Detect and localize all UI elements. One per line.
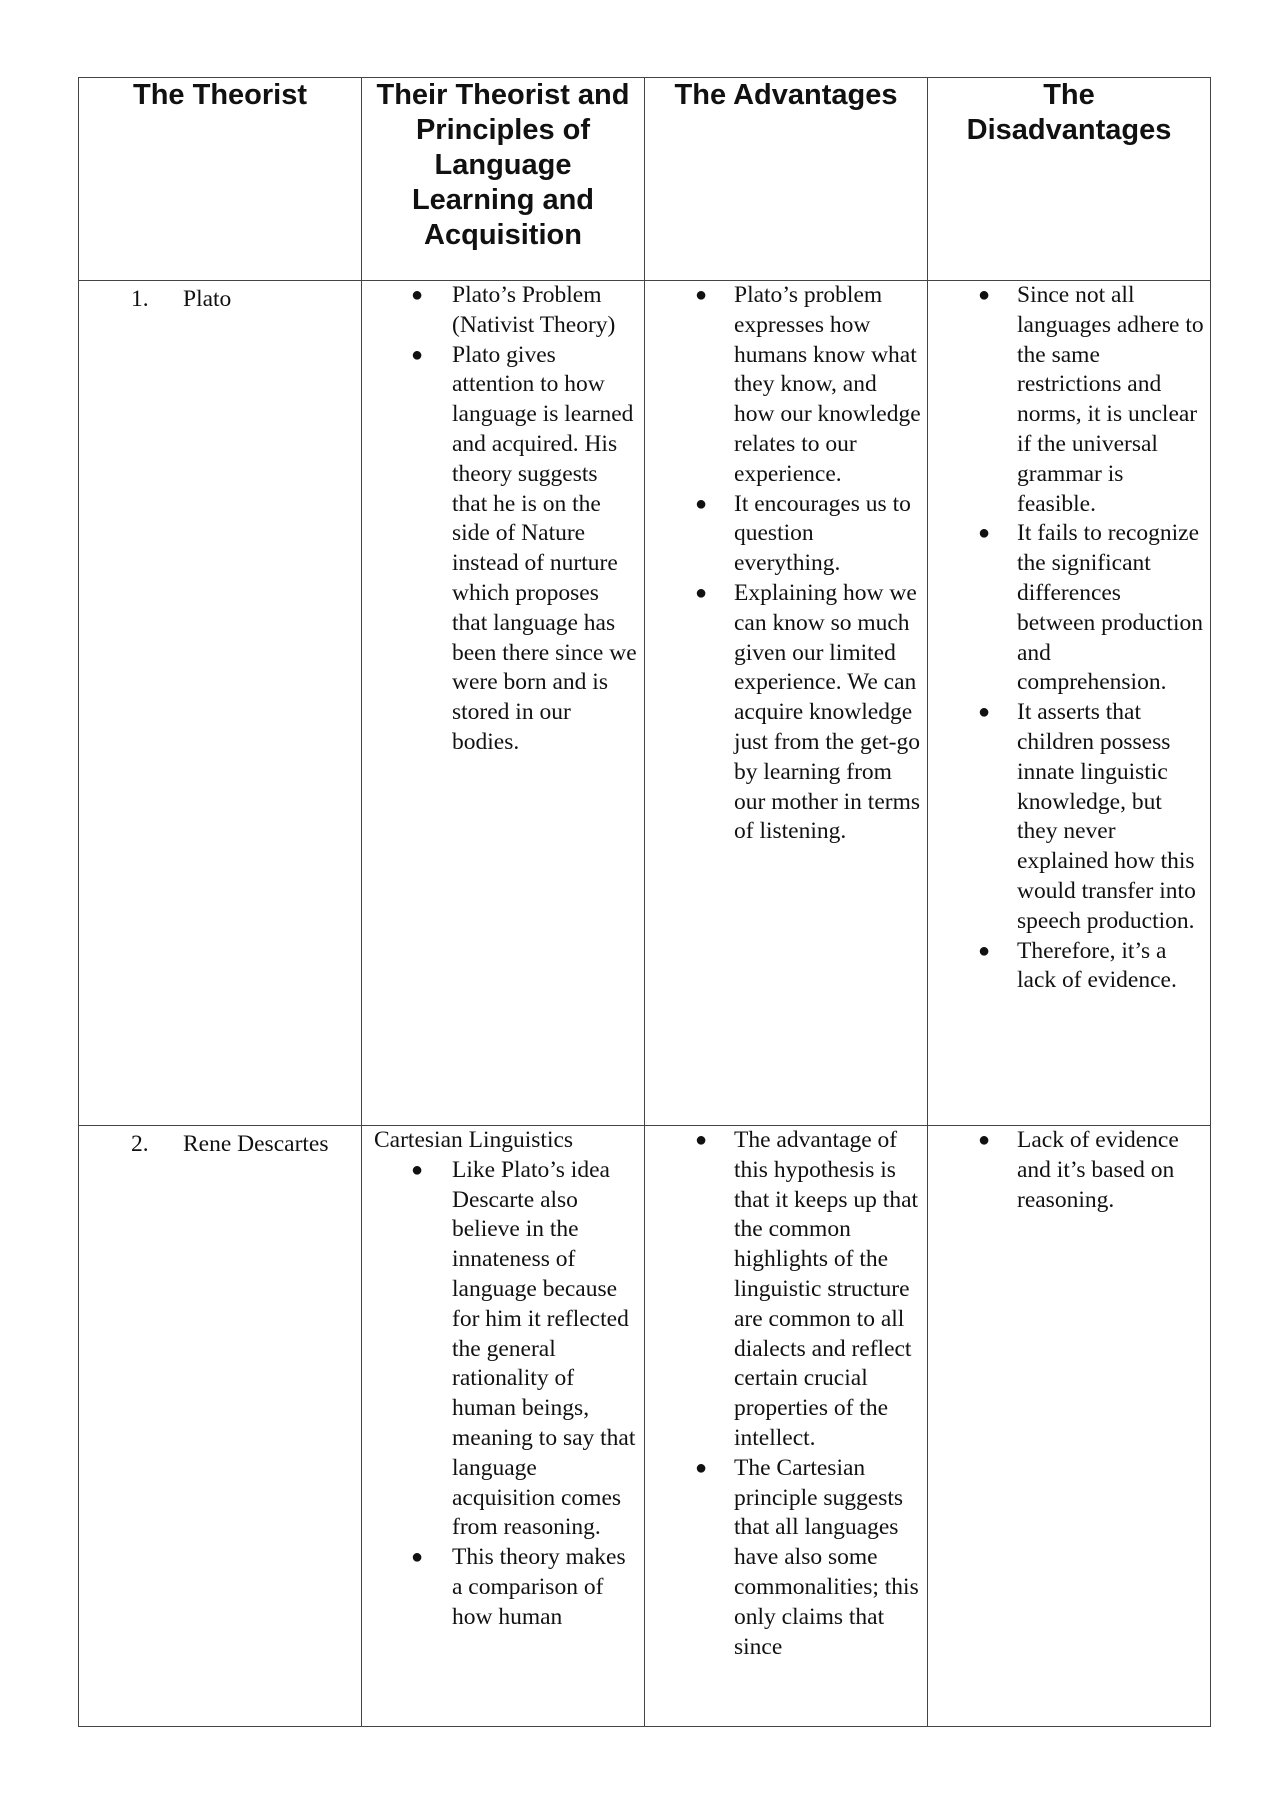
list-item: ● Like Plato’s idea Descarte also believe in the innateness of language because for him it reflected the general rationality of human beings, meaning to say that language acquisition comes from reasoning. [411,1156,636,1541]
bullet-icon: ● [695,1456,708,1479]
advantages-cell [645,281,928,1126]
theorist-cell [79,1126,362,1727]
theorist-comparison-table [78,77,1211,1727]
header-disadvantages: The Disadvantages [928,78,1211,281]
bullet-icon: ● [978,701,991,724]
list-item: ● Plato’s Problem (Nativist Theory) [411,282,616,338]
bullet-icon: ● [695,1129,708,1151]
bullet-icon: ● [978,939,991,962]
row-number: 1. [131,286,149,312]
table-row [79,1126,1211,1727]
table-row [79,281,1211,1126]
principles-list [362,281,644,758]
bullet-icon: ● [411,1546,424,1569]
disadvantages-list [928,1126,1210,1215]
advantages-list [645,281,927,847]
advantages-list [645,1126,927,1662]
list-item: ● Plato’s problem expresses how humans know what they know, and how our knowledge relates to our experience. [695,282,921,487]
header-theorist: The Theorist [79,78,362,281]
list-item: ● The advantage of this hypothesis is that it keeps up that the common highlights of the linguistic structure are common to all dialects and reflect certain crucial properties of the intellect. [695,1127,919,1451]
bullet-icon: ● [978,1129,991,1151]
disadvantages-list [928,281,1210,996]
theorist-name: Plato [183,286,232,312]
principles-subheading: Cartesian Linguistics [374,1127,574,1153]
list-item: ● The Cartesian principle suggests that all languages have also some commonalities; this only claims that since [695,1454,919,1660]
bullet-icon: ● [695,492,708,515]
list-item: ● Therefore, it’s a lack of evidence. [978,937,1177,994]
header-row [79,78,1211,281]
header-principles: Their Theorist and Principles of Language Learning and Acquisition [362,78,645,281]
list-item: ● It asserts that children possess innate linguistic knowledge, but they never explained how this would transfer into speech production. [978,699,1196,934]
bullet-icon: ● [695,581,708,604]
bullet-icon: ● [411,1158,424,1181]
list-item: ● Since not all languages adhere to the same restrictions and norms, it is unclear if the universal grammar is feasible. [978,282,1204,517]
list-item: ● It fails to recognize the significant differences between production and comprehension. [978,520,1203,696]
bullet-icon: ● [978,522,991,545]
bullet-icon: ● [695,284,708,306]
header-advantages: The Advantages [645,78,928,281]
list-item: ● Lack of evidence and it’s based on reasoning. [978,1127,1179,1213]
bullet-icon: ● [411,284,424,306]
theorist-name: Rene Descartes [183,1131,329,1157]
row-number: 2. [131,1131,149,1157]
bullet-icon: ● [978,284,991,306]
list-item: ● Plato gives attention to how language is learned and acquired. His theory suggests that he is on the side of Nature instead of nurture which proposes that language has been there since we were born and is stored in our bodies. [411,341,637,755]
principles-cell [362,281,645,1126]
list-item: ● It encourages us to question everything. [695,490,911,577]
principles-cell [362,1126,645,1727]
bullet-icon: ● [411,343,424,366]
disadvantages-cell [928,1126,1211,1727]
principles-list [362,1156,644,1633]
disadvantages-cell [928,281,1211,1126]
theorist-cell [79,281,362,1126]
advantages-cell [645,1126,928,1727]
list-item: ● Explaining how we can know so much given our limited experience. We can acquire knowledge just from the get-go by learning from our mother in terms of listening. [695,579,921,845]
list-item: ● This theory makes a comparison of how human [411,1544,626,1630]
